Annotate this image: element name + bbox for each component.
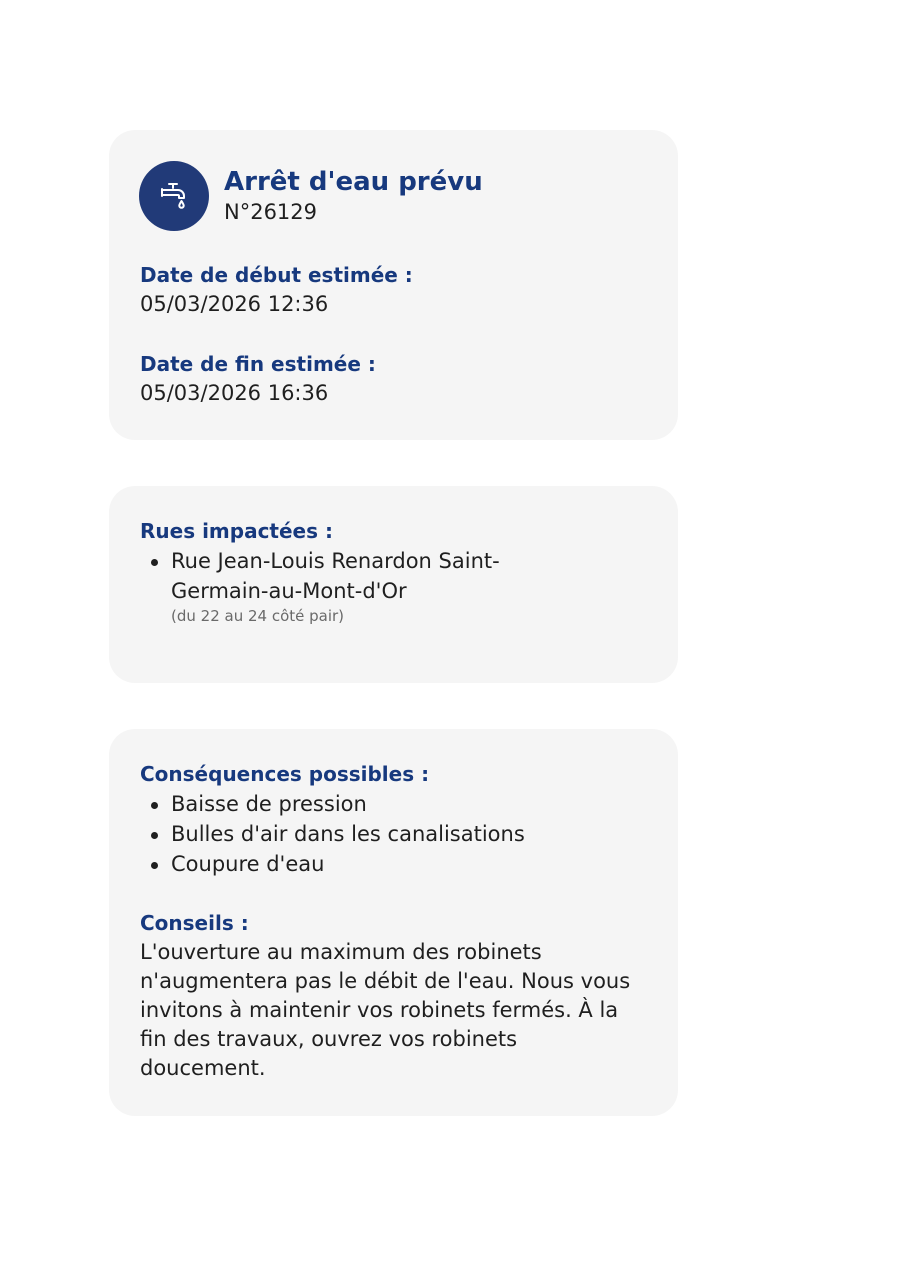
outage-title: Arrêt d'eau prévu xyxy=(224,167,483,197)
end-date-value: 05/03/2026 16:36 xyxy=(140,381,329,405)
start-date-field xyxy=(140,261,413,319)
outage-header xyxy=(139,161,483,231)
start-date-label: Date de début estimée : xyxy=(140,263,413,287)
start-date-value: 05/03/2026 12:36 xyxy=(140,292,329,316)
consequences-card xyxy=(109,729,678,1116)
street-note: (du 22 au 24 côté pair) xyxy=(171,607,345,625)
streets-section xyxy=(140,517,570,626)
consequences-section xyxy=(140,760,525,879)
list-item: Baisse de pression xyxy=(140,789,525,819)
outage-card xyxy=(109,130,678,440)
streets-card xyxy=(109,486,678,683)
streets-label: Rues impactées : xyxy=(140,519,333,543)
street-name: Rue Jean-Louis Renardon Saint-Germain-au-Mont-d'Or xyxy=(171,549,500,603)
end-date-field xyxy=(140,350,376,408)
consequences-label: Conséquences possibles : xyxy=(140,762,430,786)
advice-text: L'ouverture au maximum des robinets n'augmentera pas le débit de l'eau. Nous vous invitons à maintenir vos robinets fermés. À la fin des travaux, ouvrez vos robinets doucement. xyxy=(140,940,631,1080)
streets-list xyxy=(140,546,570,626)
consequences-list xyxy=(140,789,525,879)
list-item: Bulles d'air dans les canalisations xyxy=(140,819,525,849)
advice-label: Conseils : xyxy=(140,911,249,935)
end-date-label: Date de fin estimée : xyxy=(140,352,376,376)
advice-section xyxy=(140,909,640,1083)
outage-number: N°26129 xyxy=(224,200,318,224)
list-item xyxy=(140,546,570,626)
list-item: Coupure d'eau xyxy=(140,849,525,879)
faucet-icon xyxy=(139,161,209,231)
